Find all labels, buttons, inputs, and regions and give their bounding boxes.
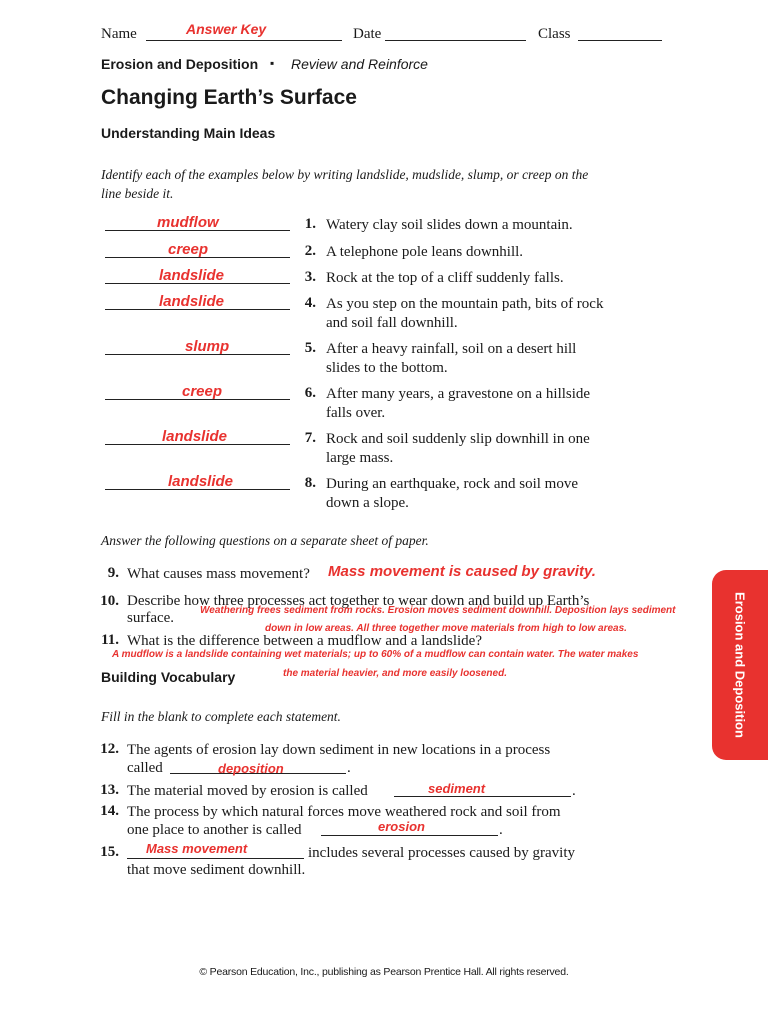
item-number: 7.: [304, 430, 316, 446]
q12-line1: The agents of erosion lay down sediment in new locations in a process: [127, 742, 551, 758]
item-text: After many years, a gravestone on a hillside falls over.: [326, 386, 591, 421]
class-line[interactable]: [578, 40, 662, 41]
instructions-answer: Answer the following questions on a separate sheet of paper.: [101, 533, 429, 548]
q14-blank[interactable]: [321, 835, 498, 836]
item-text: Watery clay soil slides down a mountain.: [326, 217, 573, 233]
name-line[interactable]: [146, 40, 342, 41]
name-label: Name: [101, 26, 137, 42]
instructions-fill: Fill in the blank to complete each statement.: [101, 709, 341, 724]
copyright-footer: © Pearson Education, Inc., publishing as Pearson Prentice Hall. All rights reserved.: [199, 966, 569, 978]
q12-number: 12.: [100, 741, 119, 757]
q15-number: 15.: [100, 844, 119, 860]
item-answer: landslide: [159, 267, 225, 284]
q15-post: includes several processes caused by gravity: [308, 845, 575, 861]
item-text: Rock at the top of a cliff suddenly falls.: [326, 270, 564, 286]
page-title: Changing Earth’s Surface: [101, 86, 357, 109]
q11-answer-line1: A mudflow is a landslide containing wet materials; up to 60% of a mudflow can contain water. The water makes: [112, 649, 639, 660]
item-answer: mudflow: [157, 214, 219, 231]
class-label: Class: [538, 26, 571, 42]
item-answer: landslide: [159, 293, 225, 310]
item-text: Rock and soil suddenly slip downhill in one large mass.: [326, 431, 590, 466]
instructions-identify: Identify each of the examples below by writing landslide, mudslide, slump, or creep on the line beside it.: [101, 167, 589, 201]
q10-text: Describe how three processes act together to wear down and build up Earth’s surface.: [127, 593, 590, 626]
date-line[interactable]: [385, 40, 526, 41]
item-answer: slump: [185, 338, 230, 355]
q10-answer-line1: Weathering frees sediment from rocks. Erosion moves sediment downhill. Deposition lays sediment: [200, 605, 676, 616]
item-answer: creep: [168, 241, 209, 258]
q11-answer-line2: the material heavier, and more easily loosened.: [283, 668, 507, 679]
section-heading-main-ideas: Understanding Main Ideas: [101, 125, 276, 141]
chapter-name: Erosion and Deposition: [101, 56, 259, 72]
side-tab-label: Erosion and Deposition: [732, 592, 748, 738]
section-heading-vocabulary: Building Vocabulary: [101, 669, 236, 685]
q14-pre: one place to another is called: [127, 822, 302, 838]
item-number: 4.: [304, 295, 316, 311]
q14-post: .: [499, 822, 503, 838]
q14-answer: erosion: [378, 819, 425, 834]
item-text: As you step on the mountain path, bits of rock and soil fall downhill.: [326, 296, 604, 331]
item-text: After a heavy rainfall, soil on a desert hill slides to the bottom.: [326, 341, 577, 376]
chapter-side-tab: [712, 570, 768, 760]
q12-answer: deposition: [218, 761, 284, 776]
item-answer: creep: [182, 383, 223, 400]
q11-text: What is the difference between a mudflow and a landslide?: [127, 633, 482, 649]
q15-blank[interactable]: [127, 858, 304, 859]
q9-number: 9.: [107, 565, 119, 581]
q15-line2: that move sediment downhill.: [127, 862, 306, 878]
section-type: Review and Reinforce: [291, 56, 428, 72]
item-answer: landslide: [162, 428, 228, 445]
item-number: 1.: [304, 216, 316, 232]
item-text: During an earthquake, rock and soil move down a slope.: [326, 476, 579, 511]
q13-blank[interactable]: [394, 796, 571, 797]
q9-text: What causes mass movement?: [127, 566, 310, 582]
q13-number: 13.: [100, 782, 119, 798]
q13-answer: sediment: [428, 781, 486, 796]
date-label: Date: [353, 26, 382, 42]
item-number: 6.: [304, 385, 316, 401]
q14-line1: The process by which natural forces move weathered rock and soil from: [127, 804, 561, 820]
item-answer: landslide: [168, 473, 234, 490]
q14-number: 14.: [100, 803, 119, 819]
q9-answer: Mass movement is caused by gravity.: [328, 563, 596, 580]
q10-answer-line2: down in low areas. All three together move materials from high to low areas.: [265, 623, 627, 634]
q10-number: 10.: [100, 593, 119, 609]
item-number: 2.: [304, 243, 316, 259]
q11-number: 11.: [101, 632, 119, 648]
name-answer: Answer Key: [186, 21, 267, 37]
item-number: 3.: [304, 269, 316, 285]
q12-post: .: [347, 760, 351, 776]
item-number: 5.: [304, 340, 316, 356]
bullet-separator: ▪: [270, 56, 275, 70]
q12-pre: called: [127, 760, 163, 776]
q13-pre: The material moved by erosion is called: [127, 783, 368, 799]
q13-post: .: [572, 783, 576, 799]
item-number: 8.: [304, 475, 316, 491]
q15-answer: Mass movement: [146, 841, 248, 856]
item-text: A telephone pole leans downhill.: [326, 244, 524, 260]
